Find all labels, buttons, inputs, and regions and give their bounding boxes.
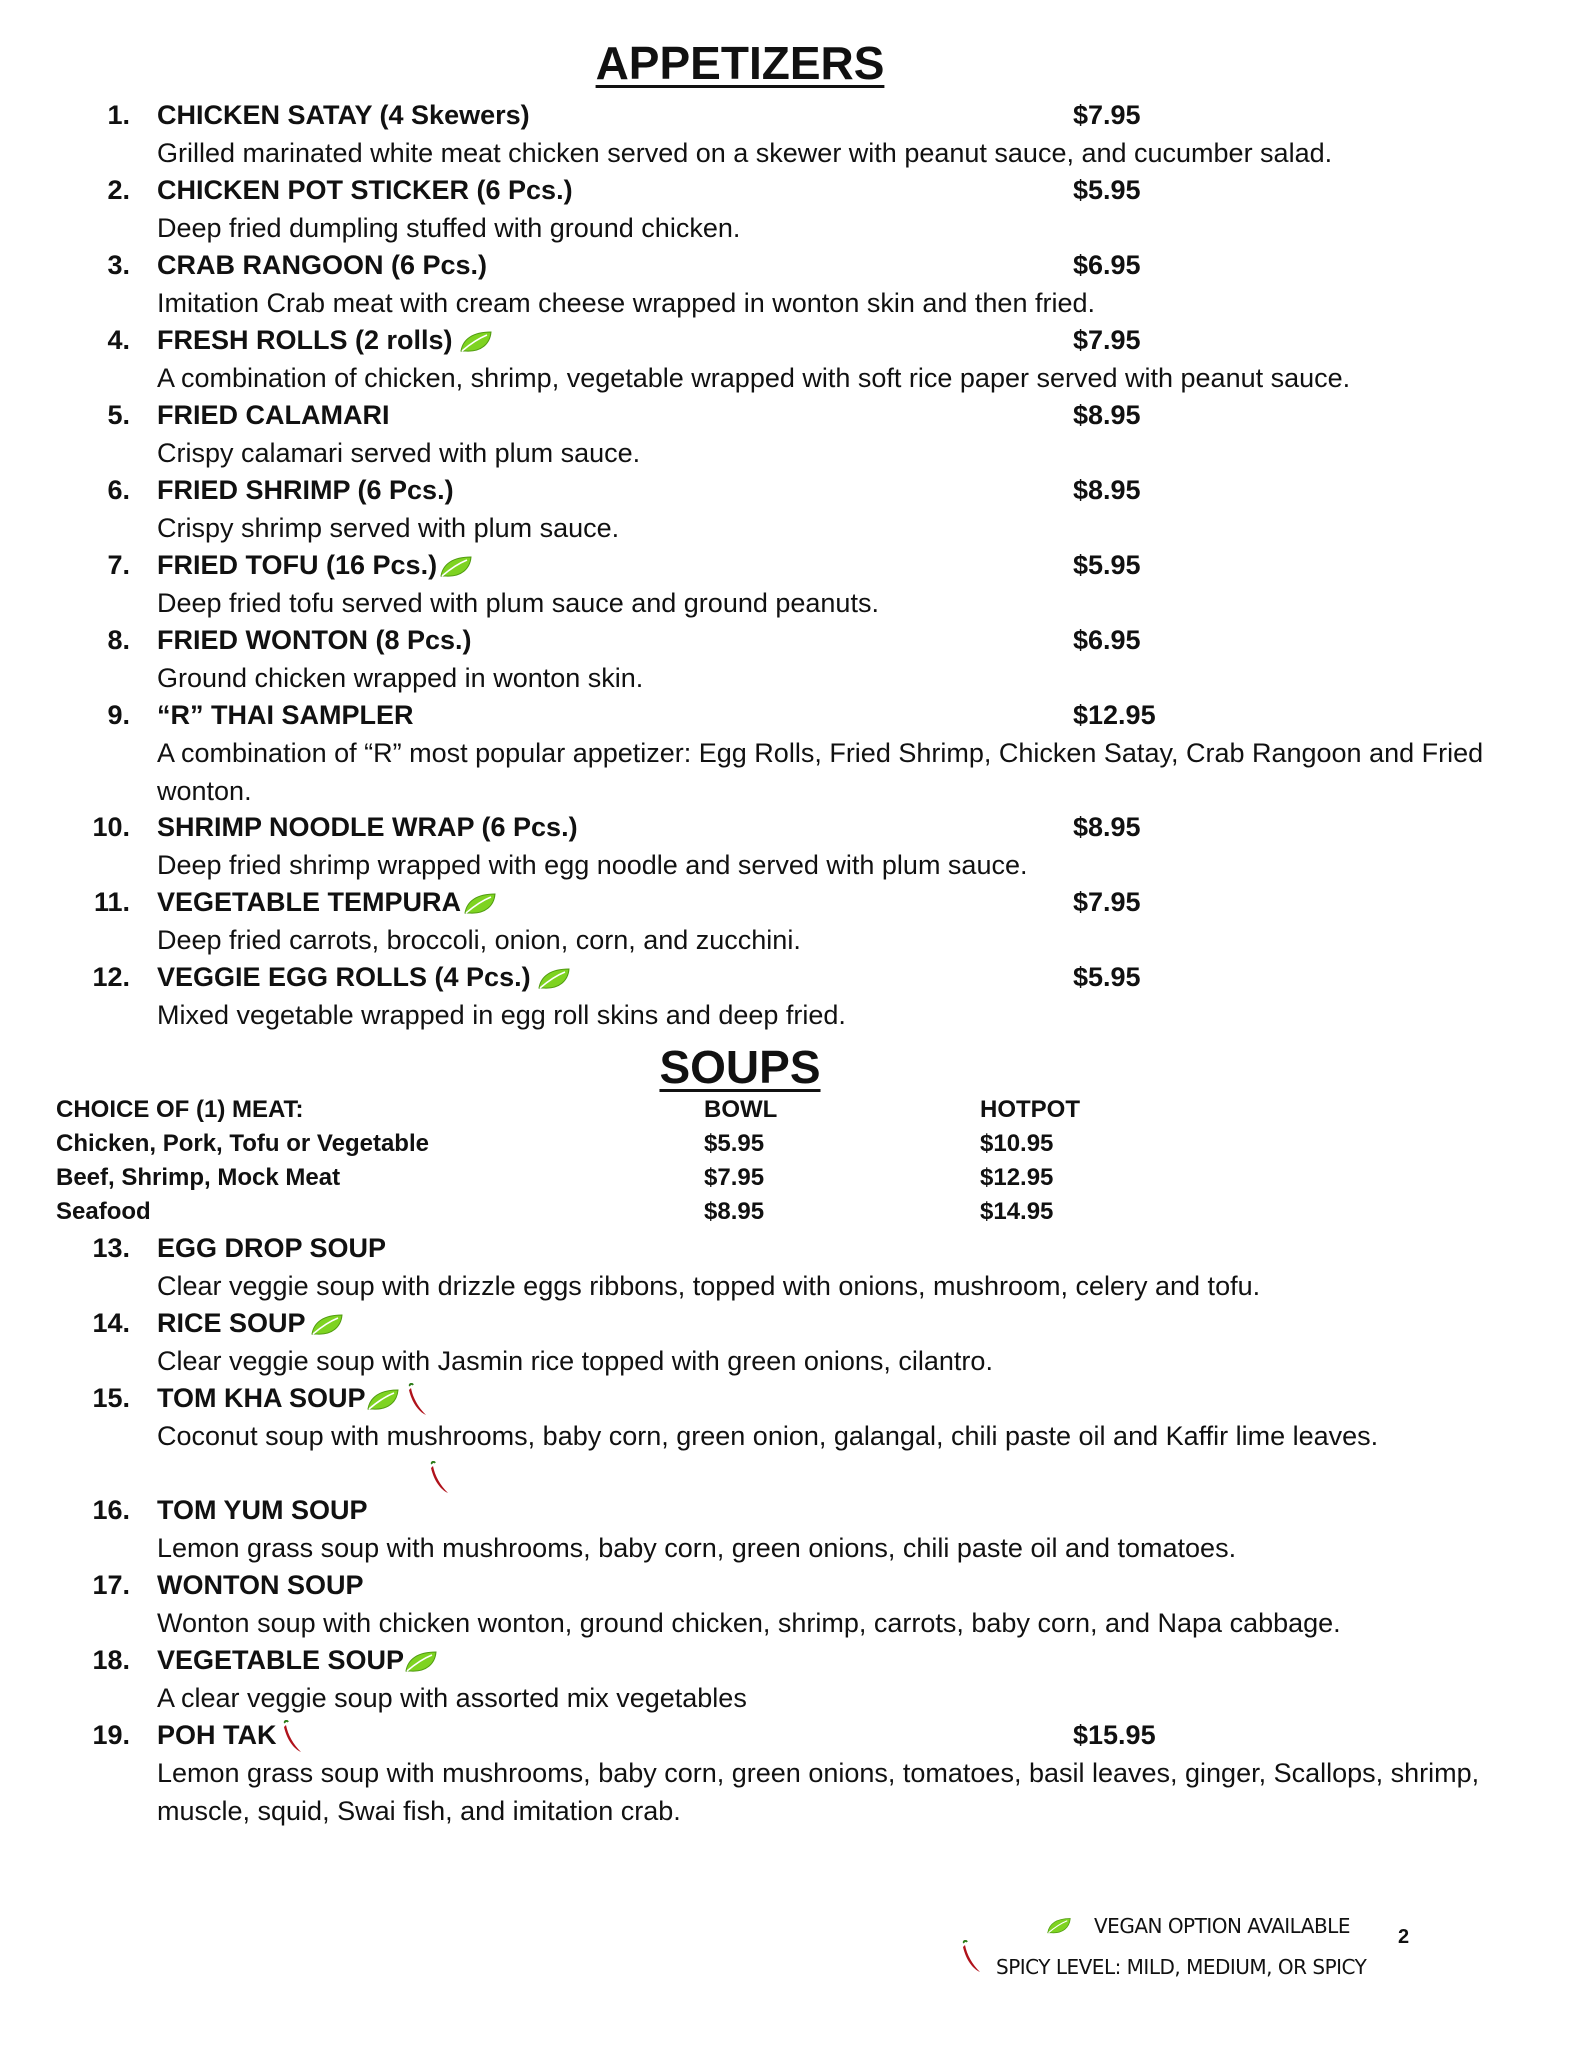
item-price: $8.95	[1073, 812, 1141, 842]
item-price: $7.95	[1073, 325, 1141, 355]
vegan-leaf-icon	[537, 967, 571, 991]
item-name: CHICKEN SATAY (4 Skewers)	[157, 100, 530, 130]
item-number: 18.	[92, 1645, 130, 1675]
item-description: Deep fried carrots, broccoli, onion, corn, and zucchini.	[157, 925, 801, 955]
header-meat: CHOICE OF (1) MEAT:	[56, 1096, 304, 1123]
item-price: $6.95	[1073, 250, 1141, 280]
item-name-row	[157, 325, 493, 356]
item-description: Deep fried shrimp wrapped with egg noodle and served with plum sauce.	[157, 850, 1028, 880]
vegan-leaf-icon	[463, 892, 497, 916]
item-number: 3.	[107, 250, 130, 280]
item-name-row	[157, 887, 497, 918]
item-name-row	[157, 1308, 344, 1339]
item-name: FRIED TOFU (16 Pcs.)	[157, 550, 438, 580]
header-bowl: BOWL	[704, 1096, 778, 1123]
item-name: “R” THAI SAMPLER	[157, 700, 414, 730]
item-description: Mixed vegetable wrapped in egg roll skins and deep fried.	[157, 1000, 846, 1030]
bowl-price: $8.95	[704, 1198, 765, 1225]
item-name: VEGETABLE SOUP	[157, 1645, 405, 1675]
item-description: A combination of “R” most popular appetizer: Egg Rolls, Fried Shrimp, Chicken Satay, Crab Rangoon and Fried wonton.	[157, 738, 1484, 806]
item-description: A clear veggie soup with assorted mix vegetables	[157, 1683, 747, 1713]
spicy-chili-icon	[406, 1383, 428, 1417]
soups-heading: SOUPS	[659, 1041, 821, 1093]
bowl-price: $5.95	[704, 1130, 765, 1157]
legend-vegan: VEGAN OPTION AVAILABLE	[1094, 1914, 1350, 1938]
item-description: Crispy shrimp served with plum sauce.	[157, 513, 620, 543]
item-name: TOM KHA SOUP	[157, 1383, 366, 1414]
meat-choice: Beef, Shrimp, Mock Meat	[56, 1164, 341, 1191]
spicy-chili-icon	[428, 1461, 450, 1495]
vegan-leaf-icon	[404, 1650, 438, 1674]
hotpot-price: $12.95	[980, 1164, 1054, 1191]
item-price: $8.95	[1073, 475, 1141, 505]
item-name: FRIED SHRIMP (6 Pcs.)	[157, 475, 454, 505]
item-price: $8.95	[1073, 400, 1141, 430]
item-name: VEGETABLE TEMPURA	[157, 887, 462, 917]
meat-choice: Chicken, Pork, Tofu or Vegetable	[56, 1130, 429, 1157]
item-description: Lemon grass soup with mushrooms, baby corn, green onions, tomatoes, basil leaves, ginger, Scallops, shrimp, muscle, squid, Swai fish, and imitation crab.	[157, 1758, 1480, 1826]
item-name: FRIED WONTON (8 Pcs.)	[157, 625, 472, 655]
item-number: 6.	[107, 475, 130, 505]
vegan-leaf-icon	[439, 555, 473, 579]
item-number: 4.	[107, 325, 130, 355]
item-price: $12.95	[1073, 700, 1156, 730]
item-price: $7.95	[1073, 887, 1141, 917]
item-name-row	[157, 1645, 438, 1676]
item-description: Wonton soup with chicken wonton, ground chicken, shrimp, carrots, baby corn, and Napa cabbage.	[157, 1608, 1341, 1638]
meat-choice: Seafood	[56, 1198, 151, 1225]
item-price: $5.95	[1073, 550, 1141, 580]
item-description: Crispy calamari served with plum sauce.	[157, 438, 641, 468]
legend-spicy: SPICY LEVEL: MILD, MEDIUM, OR SPICY	[996, 1955, 1367, 1979]
item-name: POH TAK	[157, 1720, 277, 1751]
item-number: 14.	[92, 1308, 130, 1338]
hotpot-price: $10.95	[980, 1130, 1054, 1157]
item-name-row	[157, 1720, 303, 1754]
item-number: 8.	[107, 625, 130, 655]
page-number: 2	[1398, 1926, 1410, 1948]
item-description: Imitation Crab meat with cream cheese wrapped in wonton skin and then fried.	[157, 288, 1095, 318]
appetizers-heading: APPETIZERS	[595, 37, 885, 89]
vegan-leaf-icon	[310, 1313, 344, 1337]
item-name: WONTON SOUP	[157, 1570, 364, 1600]
item-description: Grilled marinated white meat chicken served on a skewer with peanut sauce, and cucumber salad.	[157, 138, 1333, 168]
item-name-row	[157, 1383, 428, 1417]
item-number: 5.	[107, 400, 130, 430]
item-number: 11.	[93, 887, 130, 917]
item-description: Deep fried tofu served with plum sauce and ground peanuts.	[157, 588, 879, 618]
item-name: CHICKEN POT STICKER (6 Pcs.)	[157, 175, 573, 205]
item-name: EGG DROP SOUP	[157, 1233, 387, 1263]
item-description: Clear veggie soup with drizzle eggs ribbons, topped with onions, mushroom, celery and tofu.	[157, 1271, 1261, 1301]
item-name: RICE SOUP	[157, 1308, 306, 1338]
item-number: 12.	[92, 962, 130, 992]
item-description: Deep fried dumpling stuffed with ground chicken.	[157, 213, 741, 243]
item-description: Ground chicken wrapped in wonton skin.	[157, 663, 644, 693]
item-number: 13.	[92, 1233, 130, 1263]
item-number: 1.	[107, 100, 130, 130]
item-number: 2.	[107, 175, 130, 205]
item-price: $15.95	[1073, 1720, 1156, 1750]
item-name: FRIED CALAMARI	[157, 400, 390, 430]
bowl-price: $7.95	[704, 1164, 765, 1191]
vegan-leaf-icon	[366, 1388, 400, 1412]
item-name: TOM YUM SOUP	[157, 1495, 368, 1525]
item-description: Clear veggie soup with Jasmin rice topped with green onions, cilantro.	[157, 1346, 993, 1376]
item-name: CRAB RANGOON (6 Pcs.)	[157, 250, 488, 280]
item-price: $7.95	[1073, 100, 1141, 130]
item-description: Coconut soup with mushrooms, baby corn, green onion, galangal, chili paste oil and Kaffir lime leaves.	[157, 1421, 1379, 1451]
item-description: A combination of chicken, shrimp, vegetable wrapped with soft rice paper served with peanut sauce.	[157, 363, 1351, 393]
item-description: Lemon grass soup with mushrooms, baby corn, green onions, chili paste oil and tomatoes.	[157, 1533, 1237, 1563]
item-name: FRESH ROLLS (2 rolls)	[157, 325, 453, 355]
item-name: VEGGIE EGG ROLLS (4 Pcs.)	[157, 962, 531, 992]
legend-chili-icon	[960, 1940, 982, 1974]
spicy-chili-icon	[281, 1720, 303, 1754]
item-name-row	[157, 550, 473, 581]
item-number: 15.	[92, 1383, 130, 1413]
item-price: $5.95	[1073, 962, 1141, 992]
legend-leaf-icon	[1046, 1917, 1072, 1935]
item-name-row	[157, 962, 571, 993]
item-number: 17.	[92, 1570, 130, 1600]
vegan-leaf-icon	[459, 330, 493, 354]
header-hotpot: HOTPOT	[980, 1096, 1080, 1123]
item-number: 7.	[107, 550, 130, 580]
item-number: 9.	[107, 700, 130, 730]
item-price: $5.95	[1073, 175, 1141, 205]
hotpot-price: $14.95	[980, 1198, 1054, 1225]
item-number: 10.	[92, 812, 130, 842]
item-number: 16.	[92, 1495, 130, 1525]
item-price: $6.95	[1073, 625, 1141, 655]
item-name: SHRIMP NOODLE WRAP (6 Pcs.)	[157, 812, 578, 842]
item-number: 19.	[92, 1720, 130, 1750]
